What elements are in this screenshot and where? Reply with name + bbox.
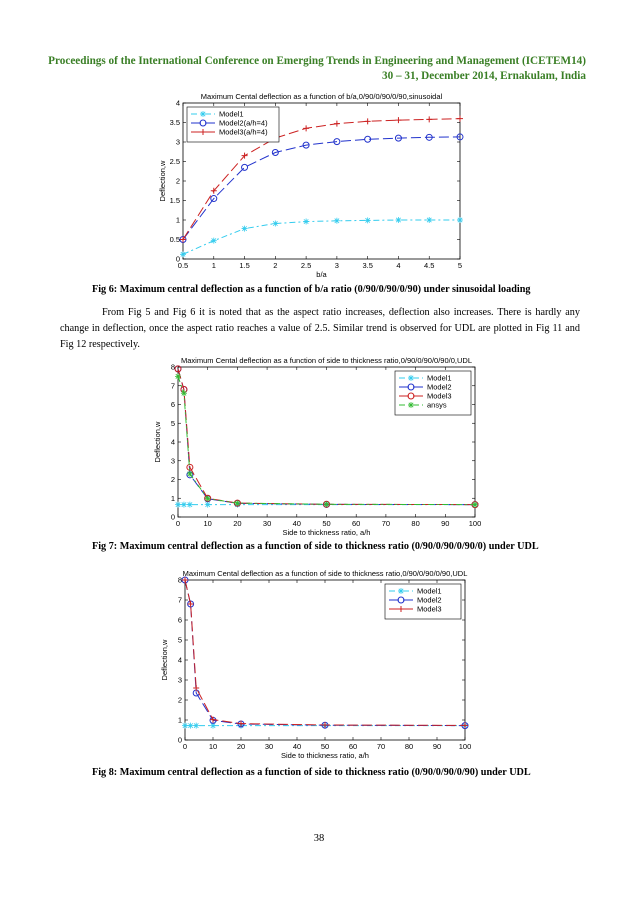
fig7-xtick-label: 40 — [292, 519, 301, 528]
fig7-xtick-label: 80 — [411, 519, 420, 528]
fig8-ytick-label: 0 — [177, 735, 182, 745]
fig7-xtick-label: 30 — [262, 519, 272, 528]
fig8-xtick-label: 100 — [458, 742, 472, 751]
fig7-xtick-label: 100 — [468, 519, 482, 528]
fig6-legend-label: Model3(a/h=4) — [219, 127, 268, 137]
fig6-ytick-label: 2 — [175, 176, 180, 186]
fig7-xtick-label: 0 — [175, 519, 181, 528]
fig7-ytick-label: 2 — [170, 475, 175, 484]
fig7-ytick-label: 1 — [170, 493, 175, 503]
fig8-ytick-label: 3 — [177, 675, 182, 685]
fig6-y-axis-label: Deflection,w — [158, 160, 167, 202]
fig6-xtick-label: 2 — [273, 261, 278, 270]
fig7-xtick-label: 20 — [233, 519, 242, 528]
fig8-xtick-label: 10 — [208, 742, 218, 751]
fig6-legend-label: Model1 — [219, 109, 244, 119]
fig6-ytick-label: 3.5 — [169, 118, 180, 127]
fig7-chart-title: Maximum Cental deflection as a function of side to thickness ratio,0/90/0/90/0/90/0,UDL — [181, 356, 472, 365]
fig8-data-point — [188, 723, 194, 729]
fig8-xtick-label: 40 — [292, 742, 302, 751]
fig8-xtick-label: 20 — [236, 742, 246, 751]
fig8-data-point — [193, 723, 199, 729]
fig6-ytick-label: 1.5 — [169, 196, 180, 205]
fig6-ytick-label: 1 — [175, 215, 180, 225]
fig8-ytick-label: 1 — [177, 715, 182, 725]
fig6-xtick-label: 3 — [334, 261, 339, 270]
fig7-xtick-label: 50 — [322, 519, 331, 528]
fig7-legend-label: Model1 — [427, 373, 452, 383]
fig7-xtick-label: 90 — [441, 519, 450, 528]
fig6-ytick-label: 4 — [175, 98, 180, 108]
fig7-legend-label: Model2 — [427, 382, 452, 392]
fig6-xtick-label: 4.5 — [424, 261, 435, 270]
fig7-ytick-label: 8 — [170, 362, 175, 372]
fig8-legend — [385, 584, 461, 619]
fig8-ytick-label: 2 — [177, 695, 182, 705]
fig8-ytick-label: 7 — [177, 595, 182, 605]
fig7-ytick-label: 4 — [170, 437, 175, 447]
fig8-legend-label: Model2 — [417, 595, 442, 605]
fig6-xtick-label: 5 — [457, 261, 463, 270]
page-number: 38 — [313, 833, 325, 844]
fig8-x-axis-label: Side to thickness ratio, a/h — [281, 751, 369, 760]
fig6-xtick-label: 1 — [211, 261, 216, 270]
fig6-x-axis-label: b/a — [316, 270, 327, 279]
fig8-xtick-label: 0 — [182, 742, 188, 751]
body-paragraph: From Fig 5 and Fig 6 it is noted that as the aspect ratio increases, deflection also increases. There is hardly any change in deflection, once the aspect ratio reaches a value of 2.5. Similar trend is observed for UDL are plotted in Fig 11 and Fig 12 respectively. — [60, 307, 580, 350]
fig7-ytick-label: 0 — [170, 512, 175, 522]
fig8-xtick-label: 60 — [348, 742, 358, 751]
fig7-ytick-label: 6 — [170, 400, 175, 409]
fig8-chart-title: Maximum Cental deflection as a function of side to thickness ratio,0/90/0/90/0/90,UDL — [182, 569, 468, 578]
fig6-legend-label: Model2(a/h=4) — [219, 118, 268, 128]
fig7-caption: Fig 7: Maximum central deflection as a function of side to thickness ratio (0/90/0/90/0/90/0) under UDL — [92, 541, 539, 552]
fig8-legend-label: Model1 — [417, 586, 442, 596]
fig7-x-axis-label: Side to thickness ratio, a/h — [282, 528, 371, 537]
fig7-y-axis-label: Deflection,w — [153, 421, 162, 463]
fig7-legend-label: Model3 — [427, 391, 452, 401]
fig6-ytick-label: 0 — [175, 254, 180, 264]
fig6-chart-title: Maximum Cental deflection as a function of b/a,0/90/0/90/0/90,sinusoidal — [200, 92, 443, 101]
fig6-ytick-label: 0.5 — [169, 235, 180, 244]
fig6-xtick-label: 3.5 — [362, 261, 373, 270]
fig7-ytick-label: 5 — [170, 418, 175, 428]
fig8-legend-label: Model3 — [417, 604, 442, 614]
fig8-ytick-label: 5 — [177, 635, 182, 645]
fig8-xtick-label: 90 — [432, 742, 442, 751]
fig7-legend-label: ansys — [427, 400, 447, 410]
fig6-xtick-label: 0.5 — [177, 261, 189, 270]
fig6-caption: Fig 6: Maximum central deflection as a function of b/a ratio (0/90/0/90/0/90) under sinusoidal loading — [92, 284, 531, 295]
fig6-ytick-label: 3 — [175, 137, 180, 147]
fig8-data-point — [182, 723, 188, 729]
fig8-caption: Fig 8: Maximum central deflection as a function of side to thickness ratio (0/90/0/90/0/90) under UDL — [92, 767, 531, 778]
header-line-1: Proceedings of the International Conference on Emerging Trends in Engineering and Management (ICETEM14) — [48, 55, 586, 67]
fig6-xtick-label: 1.5 — [239, 261, 250, 270]
fig6-xtick-label: 2.5 — [300, 261, 312, 270]
fig7-xtick-label: 70 — [381, 519, 391, 528]
fig8-data-point — [193, 685, 199, 691]
fig8-xtick-label: 30 — [264, 742, 274, 751]
fig8-ytick-label: 4 — [177, 655, 182, 665]
fig7-xtick-label: 10 — [203, 519, 212, 528]
fig7-ytick-label: 3 — [170, 456, 175, 466]
fig7-ytick-label: 7 — [170, 381, 175, 391]
fig6-xtick-label: 4 — [396, 261, 401, 270]
fig8-ytick-label: 8 — [177, 575, 182, 585]
fig8-ytick-label: 6 — [177, 615, 182, 625]
fig6-ytick-label: 2.5 — [169, 157, 180, 166]
header-line-2: 30 – 31, December 2014, Ernakulam, India — [382, 70, 586, 82]
fig8-xtick-label: 70 — [376, 742, 386, 751]
fig8-y-axis-label: Deflection,w — [160, 639, 169, 681]
fig8-xtick-label: 50 — [320, 742, 330, 751]
fig7-xtick-label: 60 — [352, 519, 361, 528]
fig8-xtick-label: 80 — [404, 742, 414, 751]
fig8-legend-marker — [398, 588, 404, 594]
